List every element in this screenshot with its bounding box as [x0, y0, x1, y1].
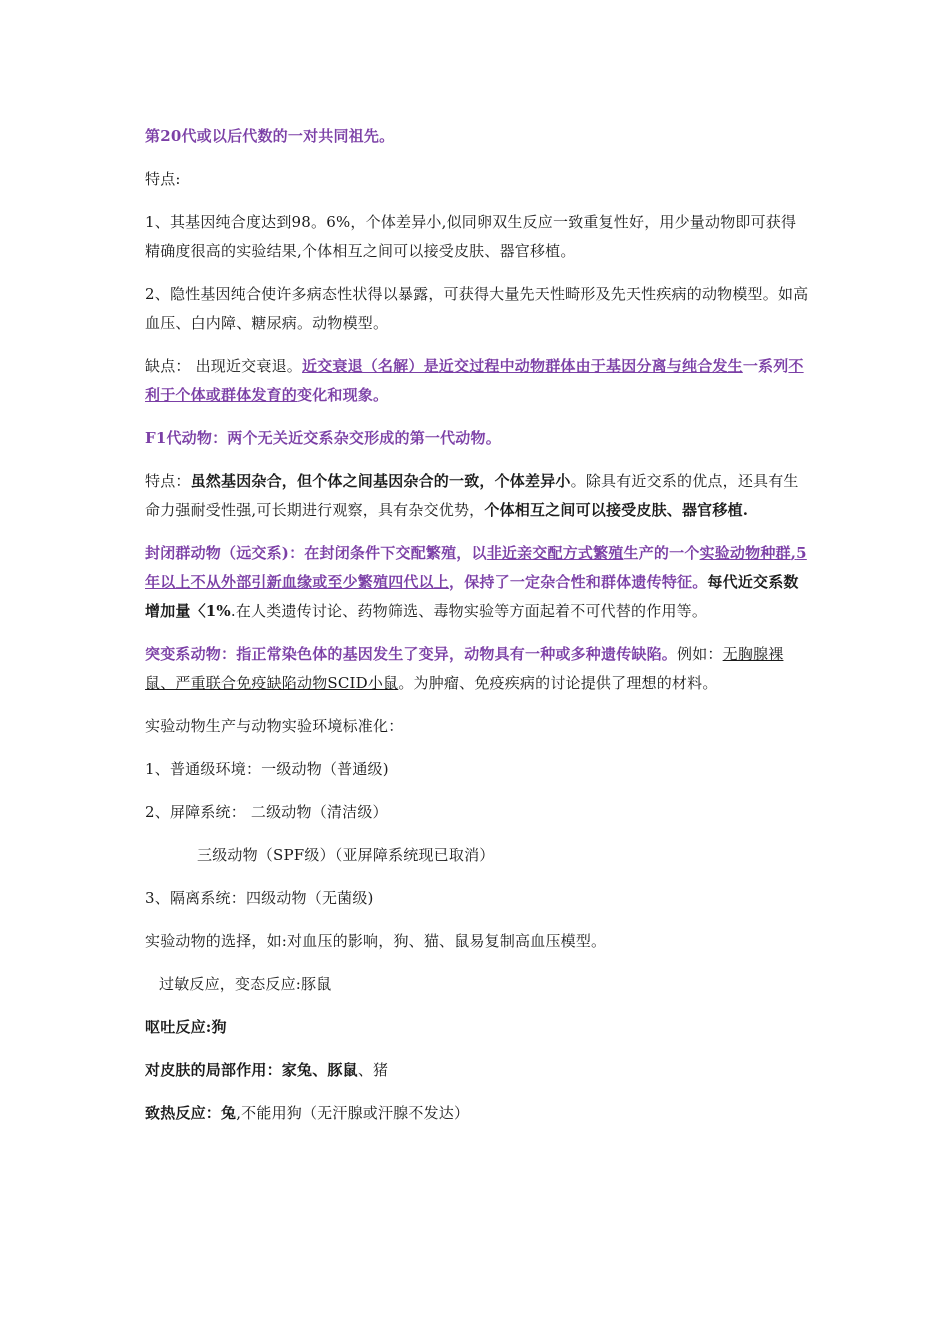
- mutant-use-text: 。为肿瘤、免疫疾病的讨论提供了理想的材料。: [398, 674, 718, 692]
- para-skin-effect: [145, 1056, 810, 1085]
- nude-mouse-examples: 无胸腺裸鼠、严重联合免疫缺陷动物SCID小鼠: [145, 645, 784, 692]
- closed-colony-term: 封闭群动物（远交系)：在封闭条件下交配繁殖，以: [145, 544, 487, 562]
- para-env-level-3: 三级动物（SPF级）（亚屏障系统现已取消）: [197, 846, 495, 864]
- applications-text: .在人类遗传讨论、药物筛选、毒物实验等方面起着不可代替的作用等。: [230, 602, 708, 620]
- para-common-ancestor: 第20代或以后代数的一对共同祖先。: [145, 127, 395, 145]
- para-mutant-strain: [145, 640, 810, 698]
- para-standardization: 实验动物生产与动物实验环境标准化：: [145, 717, 404, 735]
- heterozygosity-text: ，保持了一定杂合性和群体遗传特征。: [449, 573, 708, 591]
- para-pyrogen: [145, 1099, 810, 1128]
- para-vomiting: 呕吐反应:狗: [145, 1018, 227, 1036]
- skin-effect-bold: 对皮肤的局部作用：家兔、豚鼠: [145, 1061, 358, 1079]
- gene-segregation-text: 基因分离与纯合发生: [606, 357, 743, 375]
- changes-text: 变化和现象。: [297, 386, 389, 404]
- skin-effect-pig: 、猪: [357, 1061, 389, 1079]
- five-years-text: 5年以上不从外部引新血缘或至少繁殖四代以上: [145, 544, 807, 591]
- para-env-level-2: 2、屏障系统： 二级动物（清洁级）: [145, 803, 388, 821]
- pyrogen-bold: 致热反应：兔: [145, 1104, 237, 1122]
- para-feature-1: 1、其基因纯合度达到98。6%，个体差异小,似同卵双生反应一致重复性好，用少量动物即可获得精确度很高的实验结果,个体相互之间可以接受皮肤、器官移植。: [145, 213, 797, 260]
- mutant-strain-term: 突变系动物：指正常染色体的基因发生了变异，动物具有一种或多种遗传缺陷。: [145, 645, 678, 663]
- para-env-level-4: 3、隔离系统：四级动物（无菌级): [145, 889, 374, 907]
- inbreeding-depression-term: 近交衰退（名解）是: [301, 357, 439, 375]
- f1-transplant-text: 个体相互之间可以接受皮肤、器官移植.: [484, 501, 749, 519]
- inbreeding-process-text: 近交过程中动物群体由于: [438, 357, 606, 375]
- para-f1-definition: F1代动物：两个无关近交系杂交形成的第一代动物。: [145, 429, 501, 447]
- para-closed-colony: [145, 539, 810, 626]
- disadvantage-text: 缺点： 出现近交衰退。: [145, 357, 302, 375]
- produced-text: 生产的一个: [623, 544, 700, 562]
- para-allergy: 过敏反应，变态反应:豚鼠: [159, 975, 332, 993]
- unfavorable-text: 不利于个体或群体发育的: [145, 357, 804, 404]
- f1-heterozygous-text: 虽然基因杂合，但个体之间基因杂合的一致，个体差异小: [190, 472, 571, 490]
- pyrogen-note: ,不能用狗（无汗腺或汗腺不发达）: [236, 1104, 470, 1122]
- para-animal-selection: 实验动物的选择，如:对血压的影响，狗、猫、鼠易复制高血压模型。: [145, 932, 607, 950]
- example-label: 例如：: [677, 645, 723, 663]
- para-features-heading: 特点:: [145, 170, 181, 188]
- f1-features-label: 特点：: [145, 472, 191, 490]
- inbreeding-coefficient-text: 每代近交系数增加量〈1%: [145, 573, 799, 620]
- f1-advantages-text: 。除具有近交系的优点，还具有生命力强耐受性强,可长期进行观察，具有杂交优势，: [145, 472, 799, 519]
- para-f1-features: [145, 467, 810, 525]
- para-env-level-1: 1、普通级环境：一级动物（普通级): [145, 760, 389, 778]
- animal-population-text: 实验动物种群: [699, 544, 791, 562]
- series-text: 一系列: [742, 357, 789, 375]
- para-disadvantage: [145, 352, 810, 410]
- para-feature-2: 2、隐性基因纯合使许多病态性状得以暴露，可获得大量先天性畸形及先天性疾病的动物模型。如高血压、白内障、糖尿病。动物模型。: [145, 285, 809, 332]
- comma-text: ,: [790, 544, 797, 562]
- non-inbred-mating-text: 非近亲交配方式繁殖: [486, 544, 624, 562]
